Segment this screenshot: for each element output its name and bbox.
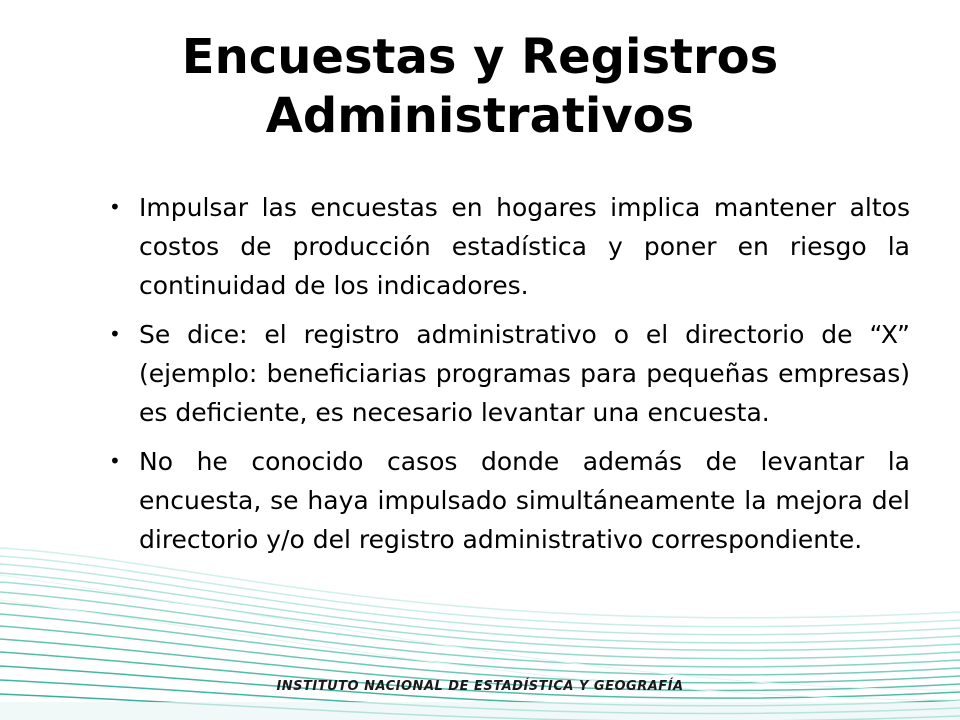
bullet-marker: • xyxy=(109,449,121,473)
bullet-marker: • xyxy=(109,322,121,346)
bullet-item xyxy=(105,188,910,305)
slide-title xyxy=(0,28,960,146)
slide-title-line-1: Encuestas y Registros xyxy=(181,29,779,85)
bullet-marker: • xyxy=(109,195,121,219)
bullet-text: Impulsar las encuestas en hogares implica mantener altos costos de producción estadística y poner en riesgo la continuidad de los indicadores. xyxy=(139,193,910,300)
bullet-text: Se dice: el registro administrativo o el directorio de “X” (ejemplo: beneficiarias programas para pequeñas empresas) es deficiente, es necesario levantar una encuesta. xyxy=(139,320,910,427)
bullet-text: No he conocido casos donde además de levantar la encuesta, se haya impulsado simultáneamente la mejora del directorio y/o del registro administrativo correspondiente. xyxy=(139,447,910,554)
bullet-item xyxy=(105,442,910,559)
footer-institution-name: INSTITUTO NACIONAL DE ESTADÍSTICA Y GEOGRAFÍA xyxy=(276,679,684,694)
bullet-item xyxy=(105,315,910,432)
slide-title-line-2: Administrativos xyxy=(265,88,695,144)
bullet-list xyxy=(105,188,910,569)
